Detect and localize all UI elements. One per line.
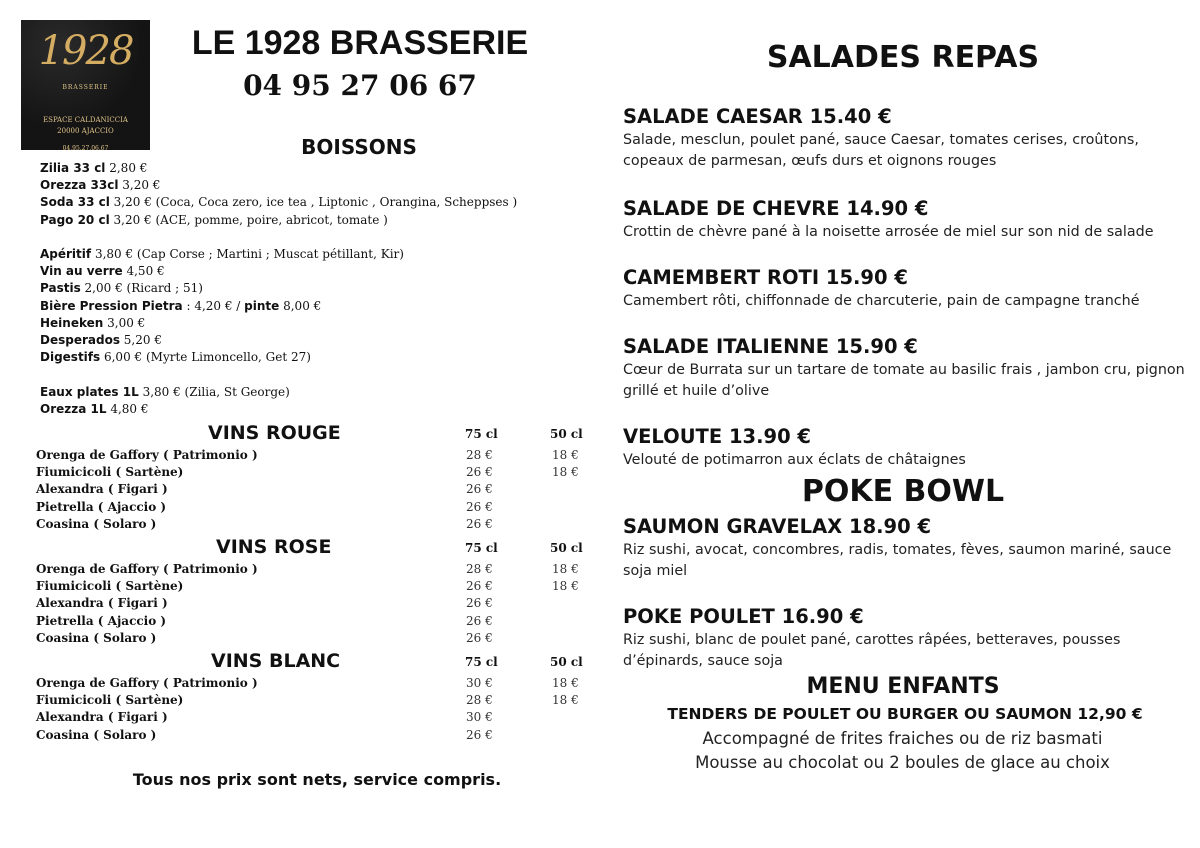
drink-price: 3,80 € bbox=[138, 384, 181, 399]
wine-price-75cl: 26 € bbox=[466, 630, 493, 645]
menu-enfants-heading: MENU ENFANTS bbox=[806, 674, 1000, 699]
col-75-header: 75 cl bbox=[465, 427, 498, 441]
drink-name: Heineken bbox=[40, 315, 104, 330]
dish-description: Riz sushi, blanc de poulet pané, carottes râpées, betteraves, pousses d’épinards, sauce soja bbox=[623, 632, 1121, 669]
logo-line2: 20000 AJACCIO bbox=[57, 127, 114, 135]
col-50-header: 50 cl bbox=[550, 541, 583, 555]
drink-price: 3,80 € bbox=[91, 247, 134, 261]
footer-note: Tous nos prix sont nets, service compris. bbox=[132, 770, 502, 789]
drink-price-extra: 8,00 € bbox=[279, 298, 322, 313]
poke-bowl-heading: POKE BOWL bbox=[801, 474, 1005, 509]
dish-name: CAMEMBERT ROTI 15.90 € bbox=[623, 266, 908, 289]
dish-name: VELOUTE 13.90 € bbox=[623, 425, 812, 448]
drink-name: Bière Pression Pietra bbox=[40, 298, 183, 313]
drink-name: Eaux plates 1L bbox=[40, 384, 139, 399]
drink-name: Pastis bbox=[40, 281, 81, 296]
drink-name: Orezza 33cl bbox=[40, 178, 119, 193]
wine-name: Alexandra ( Figari ) bbox=[36, 710, 168, 725]
drink-item bbox=[40, 177, 600, 194]
dish-description: Salade, mesclun, poulet pané, sauce Caesar, tomates cerises, croûtons, copeaux de parmesan, œufs durs et oignons rouges bbox=[623, 132, 1139, 169]
boissons-heading: BOISSONS bbox=[301, 135, 417, 159]
wine-price-75cl: 26 € bbox=[466, 482, 493, 497]
drink-name: Desperados bbox=[40, 333, 120, 348]
drink-item bbox=[40, 298, 600, 315]
dish-name: SALADE DE CHEVRE 14.90 € bbox=[623, 197, 929, 220]
drink-price: 6,00 € bbox=[100, 350, 143, 365]
wine-price-75cl: 26 € bbox=[466, 579, 493, 594]
drink-detail: (Ricard ; 51) bbox=[122, 281, 203, 296]
logo-phone: 04.95.27.06.67 bbox=[62, 145, 109, 152]
dish-description: Velouté de potimarron aux éclats de châtaignes bbox=[623, 452, 966, 468]
dish-veloute bbox=[623, 425, 1188, 471]
logo-number: 1928 bbox=[38, 28, 133, 74]
dish-description: Camembert rôti, chiffonnade de charcuterie, pain de campagne tranché bbox=[623, 293, 1140, 309]
drink-price: 3,00 € bbox=[103, 315, 146, 330]
dish-name: SAUMON GRAVELAX 18.90 € bbox=[623, 515, 932, 538]
wine-price-50cl: 18 € bbox=[552, 562, 579, 576]
wine-price-50cl: 18 € bbox=[552, 465, 579, 480]
drink-detail: (Zilia, St George) bbox=[180, 384, 290, 399]
wine-price-75cl: 30 € bbox=[466, 710, 493, 725]
wine-name: Pietrella ( Ajaccio ) bbox=[36, 499, 167, 514]
wine-name: Alexandra ( Figari ) bbox=[36, 596, 168, 611]
dish-description: Crottin de chèvre pané à la noisette arrosée de miel sur son nid de salade bbox=[623, 224, 1154, 240]
wine-name: Coasina ( Solaro ) bbox=[36, 516, 157, 531]
logo-word: BRASSERIE bbox=[62, 84, 109, 91]
vins-rose-heading: VINS ROSE bbox=[216, 536, 332, 558]
drink-price: 3,20 € bbox=[109, 212, 152, 227]
wine-price-75cl: 26 € bbox=[466, 596, 493, 611]
drink-name-extra: pinte bbox=[244, 298, 280, 313]
vins-rouge-heading: VINS ROUGE bbox=[208, 422, 341, 444]
drink-price: 3,20 € bbox=[109, 195, 152, 210]
vins-blanc-heading: VINS BLANC bbox=[211, 650, 341, 672]
drink-price: 4,80 € bbox=[106, 401, 149, 416]
drink-name: Apéritif bbox=[40, 247, 92, 261]
wine-price-75cl: 26 € bbox=[466, 516, 493, 531]
drink-item bbox=[40, 349, 600, 366]
dish-name: SALADE ITALIENNE 15.90 € bbox=[623, 335, 918, 358]
drink-item bbox=[40, 315, 600, 332]
wine-name: Alexandra ( Figari ) bbox=[36, 482, 168, 497]
dish-name: POKE POULET 16.90 € bbox=[623, 605, 864, 628]
drink-price: 3,20 € bbox=[118, 178, 161, 193]
dish-salade-italienne bbox=[623, 335, 1188, 401]
wine-price-50cl: 18 € bbox=[552, 448, 579, 462]
drink-detail: (ACE, pomme, poire, abricot, tomate ) bbox=[151, 212, 388, 227]
drink-price: 5,20 € bbox=[119, 333, 162, 348]
menu-enfants-accompaniment: Accompagné de frites fraiches ou de riz basmati bbox=[702, 729, 1103, 748]
dish-description: Riz sushi, avocat, concombres, radis, tomates, fèves, saumon mariné, sauce soja miel bbox=[623, 542, 1172, 579]
drink-item bbox=[40, 332, 600, 349]
drink-name: Zilia 33 cl bbox=[40, 161, 106, 175]
drink-item bbox=[40, 194, 600, 211]
drink-name: Orezza 1L bbox=[40, 401, 107, 416]
dish-camembert-roti bbox=[623, 266, 1188, 312]
drink-name: Soda 33 cl bbox=[40, 195, 110, 210]
drink-price: 4,50 € bbox=[122, 264, 165, 279]
dish-saumon-gravelax bbox=[623, 515, 1188, 581]
group-spacer bbox=[40, 366, 600, 383]
group-spacer bbox=[40, 229, 600, 246]
logo-line1: ESPACE CALDANICCIA bbox=[43, 116, 128, 124]
drink-detail: (Myrte Limoncello, Get 27) bbox=[142, 350, 311, 365]
drink-item bbox=[40, 160, 600, 177]
menu-enfants-dessert: Mousse au chocolat ou 2 boules de glace au choix bbox=[695, 753, 1110, 772]
dish-description: Cœur de Burrata sur un tartare de tomate au basilic frais , jambon cru, pignon grillé et huile d’olive bbox=[623, 362, 1185, 399]
drink-price: : 4,20 € / bbox=[182, 298, 245, 313]
wine-price-50cl: 18 € bbox=[552, 676, 579, 690]
col-50-header: 50 cl bbox=[550, 655, 583, 669]
wine-price-75cl: 26 € bbox=[466, 465, 493, 480]
dish-name: SALADE CAESAR 15.40 € bbox=[623, 105, 892, 128]
wine-price-75cl: 28 € bbox=[466, 448, 493, 462]
wine-name: Coasina ( Solaro ) bbox=[36, 630, 157, 645]
salades-heading: SALADES REPAS bbox=[766, 40, 1040, 75]
drink-item bbox=[40, 246, 600, 263]
wine-price-75cl: 30 € bbox=[466, 676, 493, 690]
boissons-list bbox=[40, 160, 600, 418]
drink-price: 2,00 € bbox=[80, 281, 123, 296]
brasserie-logo bbox=[21, 20, 150, 150]
wine-name: Pietrella ( Ajaccio ) bbox=[36, 613, 167, 628]
wine-price-50cl: 18 € bbox=[552, 579, 579, 594]
drink-item bbox=[40, 384, 600, 401]
drink-price: 2,80 € bbox=[105, 161, 148, 175]
col-50-header: 50 cl bbox=[550, 427, 583, 441]
wine-name: Fiumicicoli ( Sartène) bbox=[36, 579, 184, 594]
drink-detail: (Coca, Coca zero, ice tea , Liptonic , Orangina, Scheppses ) bbox=[151, 195, 518, 210]
wine-name: Orenga de Gaffory ( Patrimonio ) bbox=[36, 562, 258, 576]
wine-price-75cl: 28 € bbox=[466, 562, 493, 576]
wine-name: Orenga de Gaffory ( Patrimonio ) bbox=[36, 676, 258, 690]
col-75-header: 75 cl bbox=[465, 655, 498, 669]
wine-name: Coasina ( Solaro ) bbox=[36, 727, 157, 742]
drink-detail: (Cap Corse ; Martini ; Muscat pétillant, Kir) bbox=[133, 247, 404, 261]
wine-price-75cl: 26 € bbox=[466, 499, 493, 514]
drink-name: Vin au verre bbox=[40, 264, 123, 279]
wine-name: Fiumicicoli ( Sartène) bbox=[36, 693, 184, 708]
col-75-header: 75 cl bbox=[465, 541, 498, 555]
dish-salade-caesar bbox=[623, 105, 1188, 171]
wine-price-75cl: 26 € bbox=[466, 727, 493, 742]
drink-name: Digestifs bbox=[40, 350, 101, 365]
dish-salade-chevre bbox=[623, 197, 1188, 243]
drink-item bbox=[40, 401, 600, 418]
wine-price-50cl: 18 € bbox=[552, 693, 579, 708]
drink-item bbox=[40, 212, 600, 229]
wine-price-75cl: 26 € bbox=[466, 613, 493, 628]
drink-name: Pago 20 cl bbox=[40, 212, 110, 227]
phone-number: 04 95 27 06 67 bbox=[243, 69, 477, 102]
drink-item bbox=[40, 280, 600, 297]
page-title: LE 1928 BRASSERIE bbox=[191, 24, 529, 62]
wine-name: Fiumicicoli ( Sartène) bbox=[36, 465, 184, 480]
drink-item bbox=[40, 263, 600, 280]
wine-name: Orenga de Gaffory ( Patrimonio ) bbox=[36, 448, 258, 462]
menu-enfants-offer: TENDERS DE POULET OU BURGER OU SAUMON 12,90 € bbox=[667, 705, 1143, 723]
dish-poke-poulet bbox=[623, 605, 1188, 671]
wine-price-75cl: 28 € bbox=[466, 693, 493, 708]
